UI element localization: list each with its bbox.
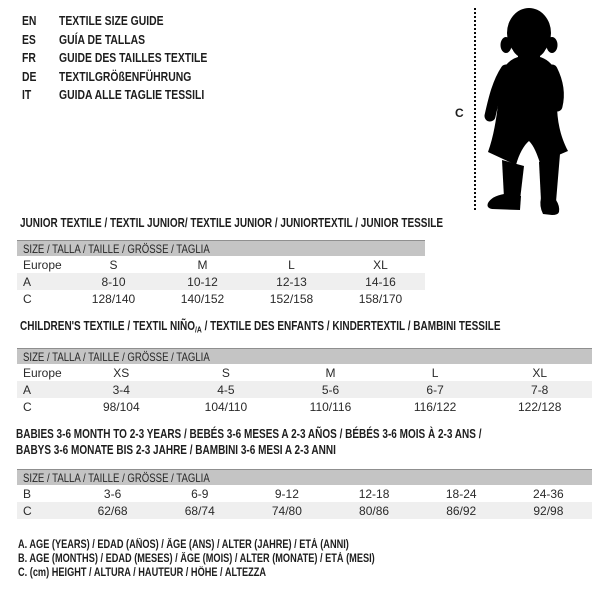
size-value-cell: 128/140 [91, 291, 136, 306]
size-value-cell: 92/98 [533, 503, 564, 518]
size-header-bar: SIZE / TALLA / TAILLE / GRÖSSE / TAGLIA [17, 240, 425, 256]
size-value-cell: M [325, 365, 336, 380]
size-value-cell: 80/86 [359, 503, 390, 518]
size-value-cell: 6-9 [191, 486, 209, 501]
height-measure-label: C [455, 106, 464, 120]
size-value-cell: L [288, 257, 295, 272]
footnote-age-years: A. AGE (YEARS) / EDAD (AÑOS) / ÂGE (ANS) / ALTER (JAHRE) / ETÀ (ANNI) [18, 539, 349, 551]
size-value-cell: 9-12 [274, 486, 299, 501]
gender-subscript: /A [194, 324, 202, 335]
babies-size-table [17, 469, 592, 519]
table-row [17, 364, 592, 381]
table-row [17, 273, 425, 290]
language-row [22, 12, 244, 31]
size-value-cell: L [431, 365, 439, 380]
size-value-cell: S [109, 257, 118, 272]
language-header [22, 12, 244, 105]
table-row [17, 256, 425, 273]
children-size-table [17, 348, 592, 415]
size-value-cell: 140/152 [180, 291, 225, 306]
size-value-cell: 104/110 [204, 399, 248, 414]
size-value-cell: 3-6 [103, 486, 122, 501]
size-value-cell: 3-4 [112, 382, 130, 397]
language-title: GUÍA DE TALLAS [59, 31, 146, 47]
size-value-cell: 18-24 [445, 486, 477, 501]
size-value-cell: M [197, 257, 208, 272]
row-label: A [23, 382, 32, 397]
language-code: FR [22, 50, 36, 65]
language-title: GUIDE DES TAILLES TEXTILE [59, 50, 208, 65]
size-value-cell: 4-5 [217, 382, 235, 397]
language-code: DE [22, 68, 37, 84]
language-code: EN [22, 13, 37, 28]
size-value-cell: 14-16 [365, 274, 396, 289]
row-label: C [23, 291, 32, 306]
row-label: Europe [23, 257, 62, 272]
footnote-height-cm: C. (cm) HEIGHT / ALTURA / HAUTEUR / HÖHE / ALTEZZA [18, 567, 267, 579]
table-row [17, 485, 592, 502]
babies-section-title: BABIES 3-6 MONTH TO 2-3 YEARS / BEBÉS 3-6 MESES A 2-3 AÑOS / BÉBÉS 3-6 MOIS À 2-3 ANS / BABYS 3-6 MONATE BIS 2-3 JAHRE / BAMBINI 3-6 MESI A 2-3 ANNI [16, 427, 482, 457]
language-row [22, 31, 244, 50]
size-value-cell: 12-18 [358, 486, 390, 501]
size-value-cell: 122/128 [517, 399, 562, 414]
row-label: A [23, 274, 32, 289]
table-row [17, 290, 425, 307]
language-row [22, 68, 244, 87]
size-value-cell: 12-13 [276, 274, 307, 289]
size-value-cell: 116/122 [413, 399, 457, 414]
size-value-cell: 24-36 [533, 486, 564, 501]
table-row [17, 381, 592, 398]
size-value-cell: XS [113, 365, 130, 380]
table-row [17, 502, 592, 519]
size-value-cell: XL [373, 257, 388, 272]
language-code: ES [22, 31, 36, 47]
row-label: B [23, 486, 32, 501]
size-value-cell: 98/104 [102, 399, 140, 414]
size-value-cell: 5-6 [321, 382, 340, 397]
baby-silhouette-icon [484, 4, 596, 216]
size-value-cell: 7-8 [531, 382, 549, 397]
language-row [22, 49, 244, 68]
row-label: C [23, 399, 32, 414]
language-title: GUIDA ALLE TAGLIE TESSILI [59, 87, 205, 102]
size-value-cell: 158/170 [358, 291, 403, 306]
junior-size-table [17, 240, 425, 307]
children-section-title: CHILDREN'S TEXTILE / TEXTIL $NIÑO_{/A}$ / TEXTILE DES ENFANTS / KINDERTEXTIL / BAMBINI TESSILE [20, 319, 501, 335]
row-label: Europe [23, 365, 62, 380]
size-header-bar: SIZE / TALLA / TAILLE / GRÖSSE / TAGLIA [17, 469, 592, 485]
size-value-cell: XL [532, 365, 548, 380]
language-title: TEXTILE SIZE GUIDE [59, 13, 164, 28]
size-value-cell: 6-7 [426, 382, 444, 397]
footnotes [18, 538, 464, 580]
size-header-bar: SIZE / TALLA / TAILLE / GRÖSSE / TAGLIA [17, 348, 592, 364]
size-value-cell: 8-10 [101, 274, 126, 289]
row-label: C [23, 503, 32, 518]
language-title: TEXTILGRÖßENFÜHRUNG [59, 68, 192, 84]
size-value-cell: S [221, 365, 230, 380]
language-code: IT [22, 87, 32, 102]
height-measure-dotted-line [474, 8, 476, 210]
size-value-cell: 74/80 [271, 503, 302, 518]
table-row [17, 398, 592, 415]
size-value-cell: 86/92 [446, 503, 477, 518]
language-row [22, 86, 244, 105]
size-value-cell: 62/68 [97, 503, 128, 518]
size-value-cell: 68/74 [184, 503, 215, 518]
junior-section-title: JUNIOR TEXTILE / TEXTIL JUNIOR/ TEXTILE JUNIOR / JUNIORTEXTIL / JUNIOR TESSILE [20, 216, 444, 230]
size-value-cell: 110/116 [309, 399, 352, 414]
size-value-cell: 10-12 [187, 274, 218, 289]
size-value-cell: 152/158 [269, 291, 314, 306]
footnote-age-months: B. AGE (MONTHS) / EDAD (MESES) / ÂGE (MOIS) / ALTER (MONATE) / ETÀ (MESI) [18, 553, 375, 565]
